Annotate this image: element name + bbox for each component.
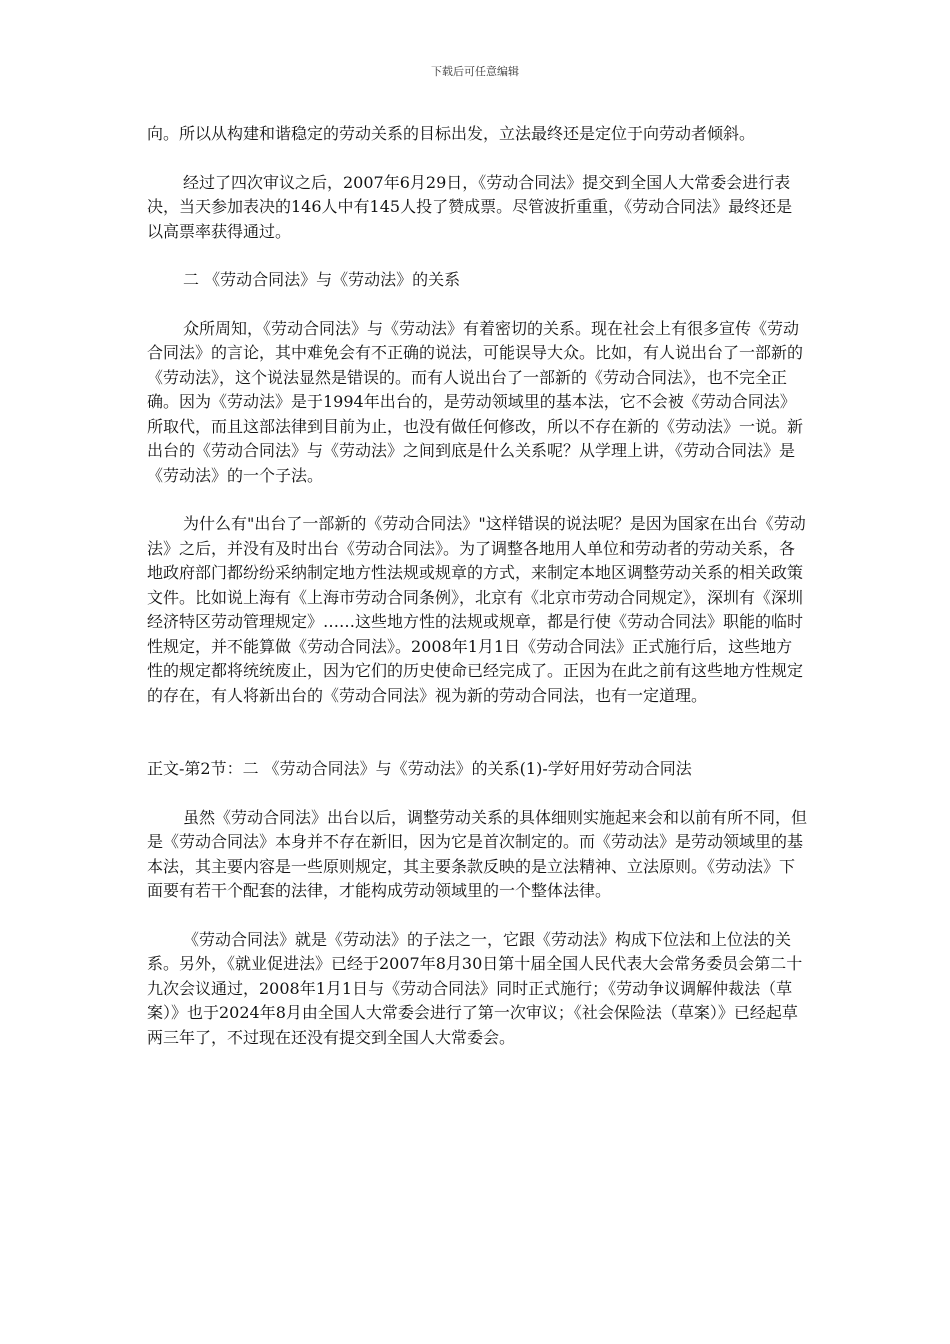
- paragraph-continuation: 向。所以从构建和谐稳定的劳动关系的目标出发，立法最终还是定位于向劳动者倾斜。: [147, 124, 756, 143]
- section-heading: 二 《劳动合同法》与《劳动法》的关系: [183, 270, 461, 289]
- chapter-heading: 正文-第2节：二 《劳动合同法》与《劳动法》的关系(1)-学好用好劳动合同法: [147, 759, 692, 778]
- page-header: 下载后可任意编辑: [431, 65, 519, 78]
- paragraph-vote: 经过了四次审议之后，2007年6月29日，《劳动合同法》提交到全国人大常委会进行表决，当天参加表决的146人中有145人投了赞成票。尽管波折重重，《劳动合同法》最终还是以高票率获得通过。: [147, 172, 793, 241]
- paragraph-basic-law: 虽然《劳动合同法》出台以后，调整劳动关系的具体细则实施起来会和以前有所不同，但是《劳动合同法》本身并不存在新旧，因为它是首次制定的。而《劳动法》是劳动领域里的基本法，其主要内容是一些原则规定，其主要条款反映的是立法精神、立法原则。《劳动法》下面要有若干个配套的法律，才能构成劳动领域里的一个整体法律。: [147, 807, 808, 900]
- paragraph-relationship: 众所周知，《劳动合同法》与《劳动法》有着密切的关系。现在社会上有很多宣传《劳动合同法》的言论，其中难免会有不正确的说法，可能误导大众。比如，有人说出台了一部新的《劳动法》，这个说法显然是错误的。而有人说出台了一部新的《劳动合同法》，也不完全正确。因为《劳动法》是于1994年出台的，是劳动领域里的基本法，它不会被《劳动合同法》所取代，而且这部法律到目前为止，也没有做任何修改，所以不存在新的《劳动法》一说。新出台的《劳动合同法》与《劳动法》之间到底是什么关系呢？从学理上讲，《劳动合同法》是《劳动法》的一个子法。: [147, 318, 804, 485]
- paragraph-sub-law: 《劳动合同法》就是《劳动法》的子法之一，它跟《劳动法》构成下位法和上位法的关系。另外，《就业促进法》已经于2007年8月30日第十届全国人民代表大会常务委员会第二十九次会议通过，2008年1月1日与《劳动合同法》同时正式施行；《劳动争议调解仲裁法（草案）》也于2024年8月由全国人大常委会进行了第一次审议；《社会保险法（草案）》已经起草两三年了，不过现在还没有提交到全国人大常委会。: [147, 929, 803, 1047]
- paragraph-misconception: 为什么有"出台了一部新的《劳动合同法》"这样错误的说法呢？是因为国家在出台《劳动法》之后，并没有及时出台《劳动合同法》。为了调整各地用人单位和劳动者的劳动关系，各地政府部门都纷纷采纳制定地方性法规或规章的方式，来制定本地区调整劳动关系的相关政策文件。比如说上海有《上海市劳动合同条例》，北京有《北京市劳动合同规定》，深圳有《深圳经济特区劳动管理规定》……这些地方性的法规或规章，都是行使《劳动合同法》职能的临时性规定，并不能算做《劳动合同法》。2008年1月1日《劳动合同法》正式施行后，这些地方性的规定都将统统废止，因为它们的历史使命已经完成了。正因为在此之前有这些地方性规定的存在，有人将新出台的《劳动合同法》视为新的劳动合同法，也有一定道理。: [147, 514, 806, 705]
- document-body: [147, 122, 807, 1074]
